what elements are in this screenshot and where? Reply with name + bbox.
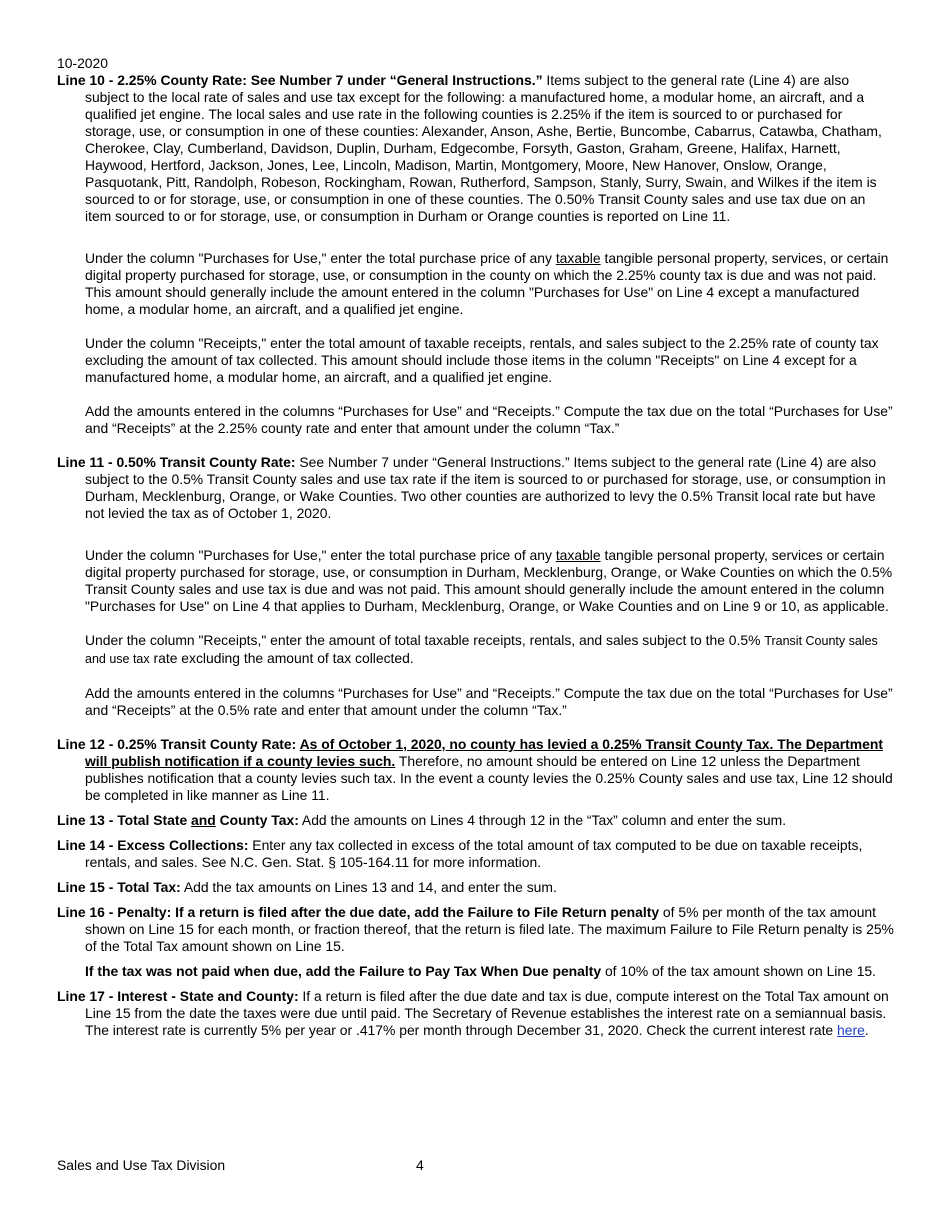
text-run: tangible personal property, services or certain digital property purchased for storage, use, or consumption in Durham, Mecklenburg, Orange, or Wake Counties on which the 0.5% Transit County sales and use tax is due and was not paid. This amount should generally include the amount entered in the column "Purchases for Use" on Line 4 that applies to Durham, Mecklenburg, Orange, or Wake Counties and on Line 9 or 10, as applicable. [85, 547, 893, 614]
line-16-pay-label: If the tax was not paid when due, add the Failure to Pay Tax When Due penalty [85, 963, 602, 979]
line-12-label: Line 12 - 0.25% Transit County Rate: [57, 736, 300, 752]
line-11-paragraph [57, 454, 895, 522]
text-run: Under the column "Receipts," enter the amount of total taxable receipts, rentals, and sales subject to the 0.5% [85, 632, 765, 648]
line-11-label: Line 11 - 0.50% Transit County Rate: [57, 454, 296, 470]
text-run: rate excluding the amount of tax collected. [149, 650, 414, 666]
line-17-label: Line 17 - Interest - State and County: [57, 988, 299, 1004]
line-13-label: Line 13 - Total State [57, 812, 192, 828]
page-number: 4 [416, 1157, 424, 1173]
text-run: Under the column "Purchases for Use," enter the total purchase price of any [85, 547, 556, 563]
line-15-label: Line 15 - Total Tax: [57, 879, 181, 895]
document-page [57, 55, 895, 1047]
text-run: . [864, 1022, 869, 1038]
line-11-compute-paragraph: Add the amounts entered in the columns “Purchases for Use” and “Receipts.” Compute the tax due on the total “Purchases for Use” and “Receipts” at the 0.5% rate and enter that amount under the column “Tax.” [85, 685, 893, 718]
line-13-text: Add the amounts on Lines 4 through 12 in the “Tax” column and enter the sum. [298, 812, 787, 828]
line-17-text: If a return is filed after the due date and tax is due, compute interest on the Total Tax amount on Line 15 from the date the taxes were due until paid. The Secretary of Revenue establishes the interest rate on a semiannual basis. The interest rate is currently 5% per year or .417% per month through December 31, 2020. Check the current interest rate [85, 988, 889, 1038]
line-10-receipts-paragraph: Under the column "Receipts," enter the total amount of taxable receipts, rentals, and sales subject to the 2.25% rate of county tax excluding the amount of tax collected. This amount should include those items in the column "Receipts" on Line 4 except for a manufactured home, a modular home, an aircraft, and a qualified jet engine. [85, 335, 879, 385]
line-16-label: Line 16 - Penalty: If a return is filed after the due date, add the Failure to File Return penalty [57, 904, 660, 920]
line-11-receipts-paragraph [57, 632, 895, 668]
line-11-text: See Number 7 under “General Instructions.” Items subject to the general rate (Line 4) are also subject to the 0.5% Transit County sales and use tax rate if the item is sourced to or purchased for storage, use, or consumption in Durham, Mecklenburg, Orange, or Wake Counties. Two other counties are authorized to levy the 0.5% Transit local rate but have not levied the tax as of October 1, 2020. [85, 454, 886, 521]
line-15-text: Add the tax amounts on Lines 13 and 14, and enter the sum. [180, 879, 557, 895]
interest-rate-link[interactable]: here [837, 1022, 865, 1038]
line-13-label-end: County Tax: [215, 812, 299, 828]
line-11-purchases-paragraph [57, 547, 895, 615]
line-14-paragraph [57, 837, 895, 871]
line-10-purchases-paragraph [57, 250, 895, 318]
line-14-label: Line 14 - Excess Collections: [57, 837, 249, 853]
line-16-pay-text: of 10% of the tax amount shown on Line 15. [601, 963, 877, 979]
line-10-compute-paragraph: Add the amounts entered in the columns “Purchases for Use” and “Receipts.” Compute the tax due on the total “Purchases for Use” and “Receipts” at the 2.25% county rate and enter that amount under the column “Tax.” [85, 403, 893, 436]
line-10-paragraph [57, 72, 895, 225]
taxable-underlined: taxable [555, 250, 601, 266]
line-16-paragraph [57, 904, 895, 955]
taxable-underlined: taxable [555, 547, 601, 563]
line-10-text: Items subject to the general rate (Line 4) are also subject to the local rate of sales and use tax except for the following: a manufactured home, a modular home, an aircraft, and a qualified jet engine. The local sales and use rate in the following counties is 2.25% if the item is sourced to or purchased for storage, use, or consumption in one of these counties: Alexander, Anson, Ashe, Bertie, Buncombe, Cabarrus, Catawba, Chatham, Cherokee, Clay, Cumberland, Davidson, Duplin, Durham, Edgecombe, Forsyth, Gaston, Graham, Greene, Halifax, Harnett, Haywood, Hertford, Jackson, Jones, Lee, Lincoln, Madison, Martin, Montgomery, Moore, New Hanover, Onslow, Orange, Pasquotank, Pitt, Randolph, Robeson, Rockingham, Rowan, Rutherford, Sampson, Stanly, Surry, Swain, and Wilkes if the item is sourced to or for storage, use, or consumption in one of these counties. The 0.50% Transit County sales and use tax due on an item sourced to or for storage, use, or consumption in Durham or Orange counties is reported on Line 11. [85, 72, 882, 224]
text-run: Under the column "Purchases for Use," enter the total purchase price of any [85, 250, 556, 266]
line-10-label: Line 10 - 2.25% County Rate: See Number 7 under “General Instructions.” [57, 72, 543, 88]
line-16-text: of 5% per month of the tax amount shown on Line 15 for each month, or fraction thereof, that the return is filed late. The maximum Failure to File Return penalty is 25% of the Total Tax amount shown on Line 15. [85, 904, 894, 954]
line-12-notice: As of October 1, 2020, no county has levied a 0.25% Transit County Tax. The Department will publish notification if a county levies such. [85, 736, 883, 769]
text-run: tangible personal property, services, or certain digital property purchased for storage, use, or consumption in the county on which the 2.25% county tax is due and was not paid. This amount should generally include the amount entered in the column "Purchases for Use" on Line 4 except a manufactured home, a modular home, an aircraft, and a qualified jet engine. [85, 250, 889, 317]
line-16-pay-paragraph [57, 963, 895, 980]
line-14-text: Enter any tax collected in excess of the total amount of tax computed to be due on taxable receipts, rentals, and sales. See N.C. Gen. Stat. § 105-164.11 for more information. [85, 837, 863, 870]
revision-date: 10-2020 [57, 55, 108, 71]
line-13-label-and: and [191, 812, 216, 828]
line-17-paragraph [57, 988, 895, 1039]
line-12-paragraph [57, 736, 895, 804]
line-12-text: Therefore, no amount should be entered on Line 12 unless the Department publishes notification that a county levies such tax. In the event a county levies the 0.25% County sales and use tax, Line 12 should be completed in like manner as Line 11. [85, 753, 893, 803]
footer-division: Sales and Use Tax Division [57, 1157, 226, 1173]
line-13-paragraph [57, 812, 895, 829]
line-15-paragraph [57, 879, 895, 896]
text-run-small: Transit County sales and use tax [85, 634, 878, 666]
page-footer [57, 1157, 424, 1173]
